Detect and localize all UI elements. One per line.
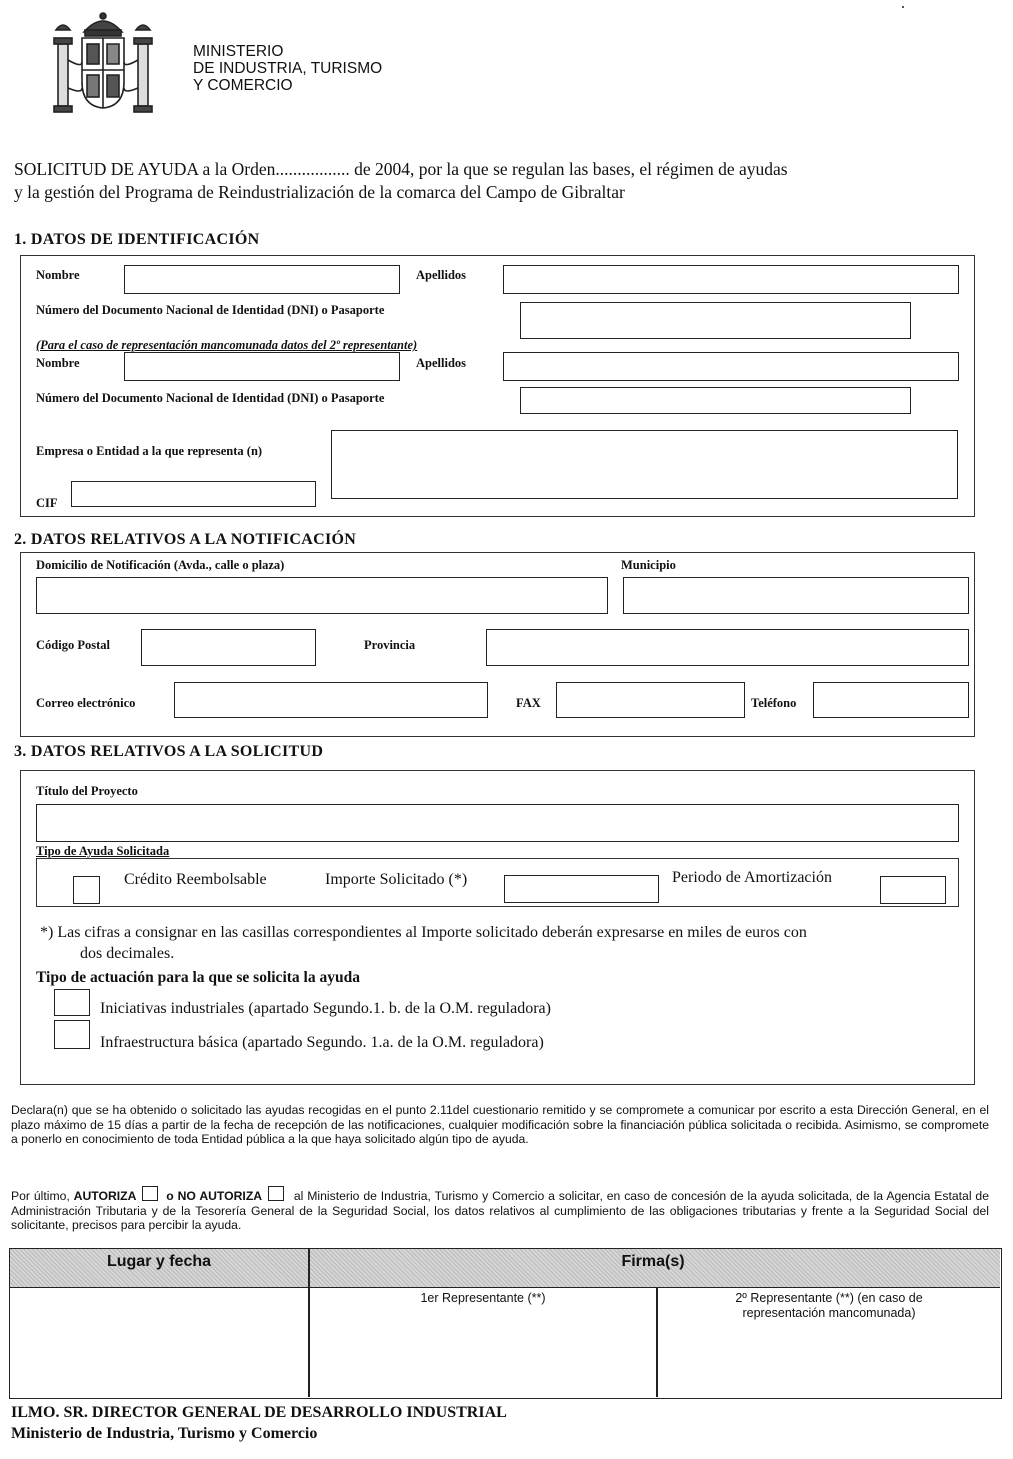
ministry-line: Y COMERCIO: [193, 77, 293, 94]
ministry-name: [193, 43, 382, 94]
section1-heading: 1. DATOS DE IDENTIFICACIÓN: [14, 231, 260, 248]
no-autoriza-checkbox[interactable]: [268, 1186, 284, 1201]
rep2-cell[interactable]: [658, 1291, 1000, 1395]
signature-table: [9, 1248, 1002, 1399]
authorization-text: [11, 1186, 989, 1233]
empresa-label: Empresa o Entidad a la que representa (n): [36, 444, 263, 458]
nombre2-field[interactable]: [124, 352, 400, 381]
tipo-ayuda-label: Tipo de Ayuda Solicitada: [36, 844, 170, 858]
iniciativas-checkbox[interactable]: [54, 989, 90, 1016]
correo-field[interactable]: [174, 682, 488, 718]
nombre-field[interactable]: [124, 265, 400, 294]
provincia-field[interactable]: [486, 629, 969, 666]
dni2-label: Número del Documento Nacional de Identidad (DNI) o Pasaporte: [36, 391, 385, 405]
addressee-line: ILMO. SR. DIRECTOR GENERAL DE DESARROLLO INDUSTRIAL: [11, 1404, 507, 1421]
cif-label: CIF: [36, 496, 58, 510]
corner-dot: [902, 6, 904, 8]
importe-note: [40, 922, 807, 964]
dni2-field[interactable]: [520, 387, 911, 414]
correo-label: Correo electrónico: [36, 696, 136, 710]
domicilio-label: Domicilio de Notificación (Avda., calle o plaza): [36, 558, 285, 572]
addressee-line: Ministerio de Industria, Turismo y Comercio: [11, 1425, 318, 1442]
periodo-label: Periodo de Amortización: [672, 869, 832, 886]
tipo-actuacion-label: Tipo de actuación para la que se solicita la ayuda: [36, 969, 360, 986]
declaration-text: Declara(n) que se ha obtenido o solicitado las ayudas recogidas en el punto 2.11del cuestionario remitido y se compromete a comunicar por escrito a esta Dirección General, en el plazo máximo de 15 días a partir de la fecha de recepción de las notificaciones, cualquier modificación sobre la financiación pública solicitada o recibida. Asimismo, se compromete a ponerlo en conocimiento de toda Entidad pública a la que haya solicitado algún tipo de ayuda.: [11, 1103, 989, 1146]
credito-checkbox[interactable]: [73, 876, 100, 904]
firmas-header: Firma(s): [621, 1253, 685, 1270]
apellidos2-field[interactable]: [503, 352, 959, 381]
domicilio-field[interactable]: [36, 577, 608, 614]
codigo-postal-field[interactable]: [141, 629, 316, 666]
rep2-label: representación mancomunada): [742, 1306, 916, 1320]
o-label: o: [166, 1189, 174, 1203]
credito-label: Crédito Reembolsable: [124, 871, 267, 888]
authorization-rest: al Ministerio de Industria, Turismo y Comercio a solicitar, en caso de concesión de la ayuda solicitada, de la Agencia Estatal de Administración Tributaria y de la Tesorería General de la Seguridad Social, los datos relativos al cumplimiento de las obligaciones tributarias y frente a la Seguridad Social del solicitante, precisos para percibir la ayuda.: [11, 1189, 989, 1232]
lugar-fecha-cell[interactable]: [12, 1289, 306, 1395]
section3-heading: 3. DATOS RELATIVOS A LA SOLICITUD: [14, 743, 324, 760]
rep1-cell[interactable]: [310, 1291, 656, 1395]
apellidos-label: Apellidos: [416, 268, 467, 282]
titulo-field[interactable]: [36, 804, 959, 842]
lugar-fecha-header: Lugar y fecha: [106, 1253, 212, 1270]
provincia-label: Provincia: [364, 638, 416, 652]
nombre2-label: Nombre: [36, 356, 80, 370]
infraestructura-label: Infraestructura básica (apartado Segundo. 1.a. de la O.M. reguladora): [100, 1034, 544, 1051]
periodo-field[interactable]: [880, 876, 946, 904]
form-title: [14, 158, 788, 204]
telefono-field[interactable]: [813, 682, 969, 718]
por-ultimo-text: Por último,: [11, 1189, 70, 1203]
rep2-label: 2º Representante (**) (en caso de: [735, 1291, 923, 1305]
autoriza-label: AUTORIZA: [73, 1189, 137, 1203]
empresa-field[interactable]: [331, 430, 958, 499]
importe-note-line: *) Las cifras a consignar en las casillas correspondientes al Importe solicitado deberán expresarse en miles de euros con: [40, 924, 807, 941]
addressee: [11, 1402, 507, 1444]
iniciativas-label: Iniciativas industriales (apartado Segundo.1. b. de la O.M. reguladora): [100, 1000, 551, 1017]
importe-label: Importe Solicitado (*): [325, 871, 468, 888]
importe-field[interactable]: [504, 875, 659, 903]
no-autoriza-label: NO AUTORIZA: [177, 1189, 263, 1203]
coat-of-arms-logo: [52, 8, 154, 114]
fax-field[interactable]: [556, 682, 745, 718]
fax-label: FAX: [516, 696, 541, 710]
importe-note-line: dos decimales.: [80, 945, 175, 962]
cif-field[interactable]: [71, 481, 316, 507]
rep1-label: 1er Representante (**): [420, 1291, 546, 1305]
apellidos-field[interactable]: [503, 265, 959, 294]
municipio-field[interactable]: [623, 577, 969, 614]
dni-field[interactable]: [520, 302, 911, 339]
section2-heading: 2. DATOS RELATIVOS A LA NOTIFICACIÓN: [14, 531, 357, 548]
municipio-label: Municipio: [621, 558, 676, 572]
second-rep-note: (Para el caso de representación mancomunada datos del 2º representante): [36, 338, 418, 352]
telefono-label: Teléfono: [751, 696, 797, 710]
ministry-line: MINISTERIO: [193, 43, 284, 60]
nombre-label: Nombre: [36, 268, 80, 282]
dni-label: Número del Documento Nacional de Identidad (DNI) o Pasaporte: [36, 303, 385, 317]
form-title-line: SOLICITUD DE AYUDA a la Orden................. de 2004, por la que se regulan las bases, el régimen de ayudas: [14, 159, 788, 179]
infraestructura-checkbox[interactable]: [54, 1020, 90, 1049]
codigo-postal-label: Código Postal: [36, 638, 110, 652]
form-title-line: y la gestión del Programa de Reindustrialización de la comarca del Campo de Gibraltar: [14, 182, 625, 202]
titulo-label: Título del Proyecto: [36, 784, 138, 798]
ministry-line: DE INDUSTRIA, TURISMO: [193, 60, 383, 77]
autoriza-checkbox[interactable]: [142, 1186, 158, 1201]
apellidos2-label: Apellidos: [416, 356, 467, 370]
